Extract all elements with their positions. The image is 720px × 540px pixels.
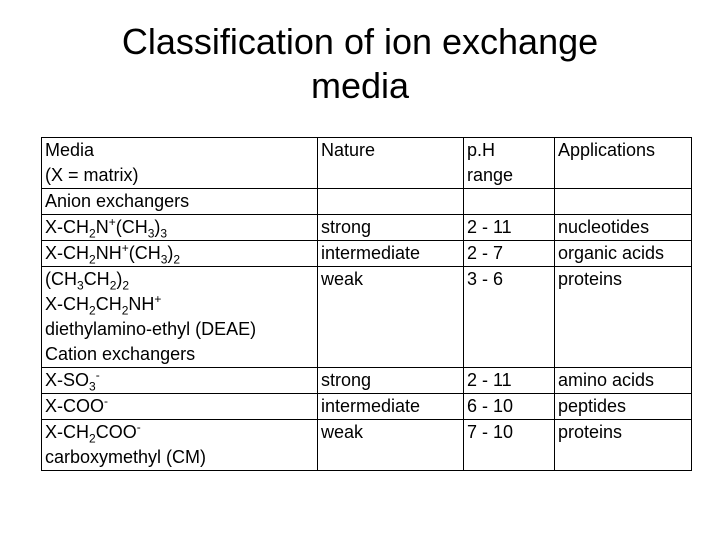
anion-nature-strong: strong [318,215,464,241]
cation-nature-strong: strong [318,368,464,394]
header-ph-range [464,138,555,189]
header-media-label: Media [45,140,95,160]
header-media-note: (X = matrix) [45,165,139,185]
deae-label: diethylamino-ethyl (DEAE) [45,319,257,339]
header-applications: Applications [555,138,692,189]
header-ph-line1: p.H [467,140,496,160]
table-row [42,394,692,420]
anion-media-cell [42,189,318,215]
table-row [42,368,692,394]
cation-ph-strong: 2 - 11 [464,368,555,394]
anion-app-weak: proteins [555,267,692,368]
cation-formula-strong: $X-SO_3^-$ [42,368,318,394]
title-line-1: Classification of ion exchange [121,21,599,62]
anion-nature-spacer [318,189,464,215]
page-title [0,20,720,108]
anion-app-intermediate: organic acids [555,241,692,267]
cation-formula-weak: $X-CH_2COO^-$ carboxymethyl (CM) [42,420,318,471]
cation-formula-intermediate: X-COO- [42,394,318,420]
table-header-row [42,138,692,189]
header-media [42,138,318,189]
anion-ph-spacer [464,189,555,215]
anion-formula-intermediate: $X-CH_2NH^+(CH_3)_2$ [42,241,318,267]
header-ph-line2: range [467,165,514,185]
cation-app-weak: proteins [555,420,692,471]
anion-ph-intermediate: 2 - 7 [464,241,555,267]
table-row [42,420,692,471]
table-row [42,267,692,368]
table-row [42,241,692,267]
table-row [42,189,692,215]
cation-app-strong: amino acids [555,368,692,394]
table-row [42,215,692,241]
header-nature: Nature [318,138,464,189]
cation-nature-weak: weak [318,420,464,471]
anion-ph-weak: 3 - 6 [464,267,555,368]
title-line-2: media [310,65,410,106]
anion-formula-strong: $X-CH_2N^+(CH_3)_3$ [42,215,318,241]
cation-ph-weak: 7 - 10 [464,420,555,471]
cation-app-intermediate: peptides [555,394,692,420]
cation-section-label: Cation exchangers [45,344,196,364]
anion-app-spacer [555,189,692,215]
cation-ph-intermediate: 6 - 10 [464,394,555,420]
anion-section-label: Anion exchangers [45,191,190,211]
anion-app-strong: nucleotides [555,215,692,241]
anion-nature-intermediate: intermediate [318,241,464,267]
anion-nature-weak: weak [318,267,464,368]
cation-nature-intermediate: intermediate [318,394,464,420]
anion-formula-weak: $(CH_3CH_2)_2$ $X-CH_2CH_2NH^+$ diethylamino-ethyl (DEAE) Cation exchangers [42,267,318,368]
anion-ph-strong: 2 - 11 [464,215,555,241]
ion-exchange-table [41,137,692,471]
cm-label: carboxymethyl (CM) [45,447,207,467]
